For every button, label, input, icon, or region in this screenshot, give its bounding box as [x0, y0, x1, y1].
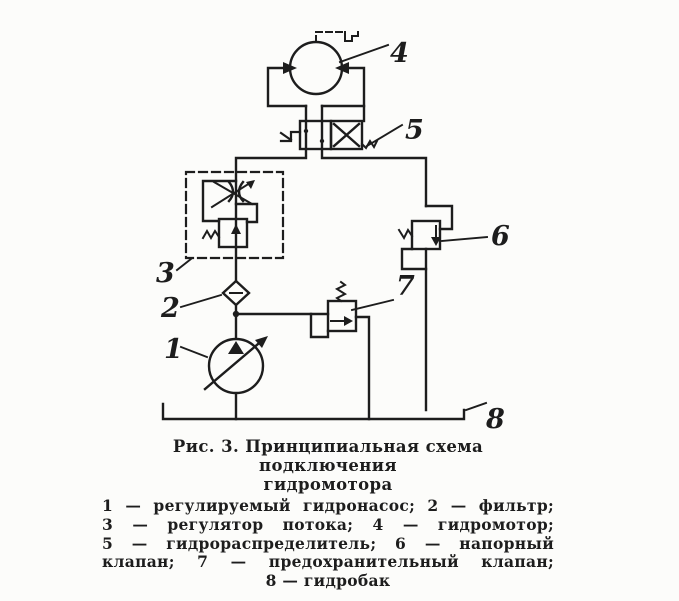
leader-line-7 — [352, 300, 393, 310]
leader-line-2 — [181, 295, 221, 307]
caption-title-line2: гидромотора — [263, 475, 393, 494]
label-tank: 8 — [486, 404, 505, 435]
label-relief-valve: 7 — [396, 271, 415, 302]
pipe-junction-dot — [233, 311, 239, 317]
port-dot — [304, 129, 308, 133]
valve-actuator-icon — [281, 132, 300, 141]
label-pump: 1 — [164, 334, 183, 365]
leader-line-1 — [181, 347, 207, 357]
caption-title-line1: Рис. 3. Принципиальная схема подключения — [172, 437, 484, 475]
flow-regulator-symbol — [186, 172, 283, 258]
relief-valve-bypass — [311, 314, 328, 337]
figure-caption — [102, 437, 554, 591]
tank-line — [163, 404, 464, 419]
pump-symbol — [205, 336, 268, 393]
leader-line-4 — [340, 45, 388, 62]
label-motor: 4 — [390, 38, 409, 69]
hydraulic-motor-symbol — [268, 32, 364, 106]
legend-line: 5 — гидрораспределитель; 6 — напорный — [102, 533, 554, 553]
compensator-valve-symbol — [203, 219, 247, 247]
crossed-paths-icon — [334, 124, 359, 146]
legend-line: 1 — регулируемый гидронасос; 2 — фильтр; — [102, 496, 554, 515]
leader-line-3 — [177, 259, 191, 270]
legend-line: 8 — гидробак — [265, 571, 391, 591]
label-flow-regulator: 3 — [156, 258, 175, 289]
compensator-flow-arrow — [231, 224, 241, 234]
drain-hook-icon — [345, 32, 358, 41]
relief-valve-body — [328, 301, 356, 331]
port-dot — [320, 139, 324, 143]
relief-valve-spring-icon — [337, 282, 345, 301]
directional-valve-symbol — [281, 121, 377, 149]
relief-valve-flow-arrow — [344, 316, 353, 326]
throttle-icon — [212, 180, 255, 207]
leader-line-6 — [442, 237, 487, 241]
leader-line-5 — [367, 125, 402, 146]
pressure-valve-bottom-bypass — [402, 249, 426, 269]
leader-line-8 — [466, 403, 486, 410]
legend-line: 3 — регулятор потока; 4 — гидромотор; — [102, 514, 554, 534]
pressure-valve-spring-icon — [399, 230, 412, 238]
filter-symbol — [223, 281, 249, 305]
motor-circle — [290, 42, 342, 94]
legend-line: клапан; 7 — предохранительный клапан; — [102, 552, 554, 572]
caption-legend — [102, 497, 554, 591]
label-filter: 2 — [161, 293, 180, 324]
compensator-spring-icon — [203, 231, 219, 238]
motor-drain-dashed-line — [316, 32, 345, 42]
relief-valve-symbol — [311, 282, 356, 337]
valve-position-straight — [300, 121, 331, 149]
label-pressure-valve: 6 — [491, 221, 510, 252]
flow-regulator-dashed-box — [186, 172, 283, 258]
label-directional-valve: 5 — [405, 115, 424, 146]
